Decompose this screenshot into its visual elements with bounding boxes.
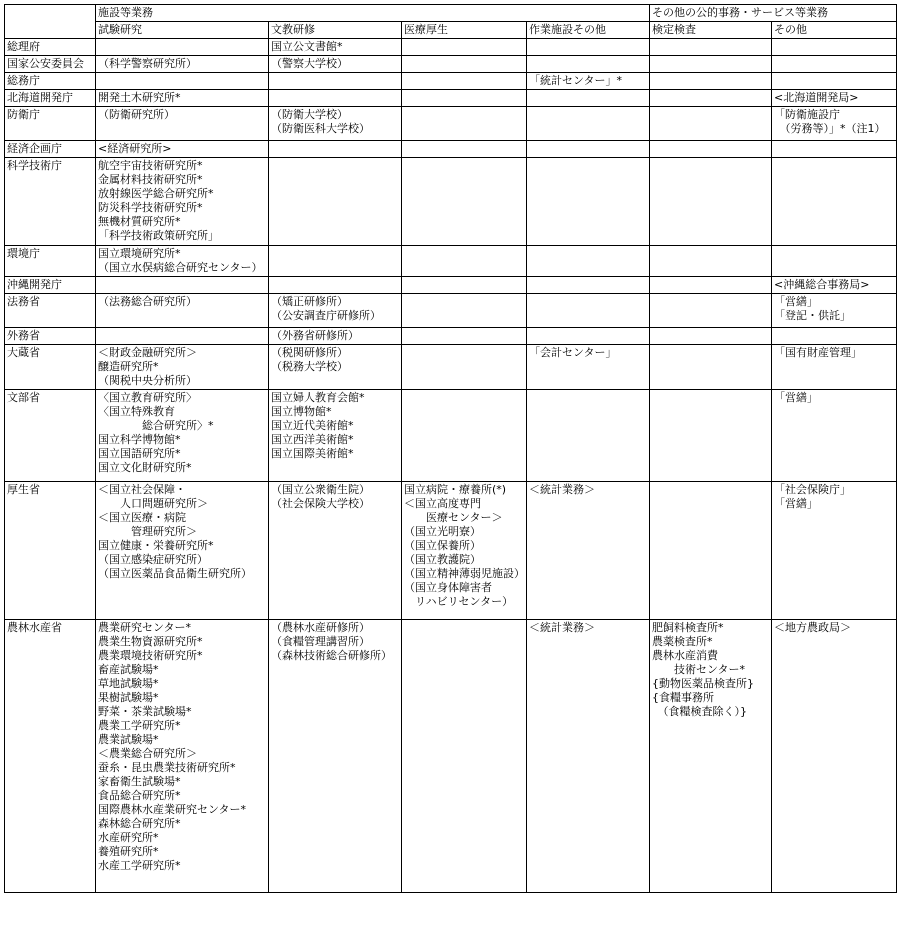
table-row [5,56,897,73]
table-cell: 国立病院・療養所(*) ＜国立高度専門 医療センター＞ （国立光明寮） （国立保養所） （国立教護院） （国立精神薄弱児施設） （国立身体障害者 リハビリセンター） [402,482,527,620]
ministry-cell: 北海道開発庁 [5,90,96,107]
table-cell [527,246,650,277]
table-cell: 国立公文書館* [269,39,402,56]
table-cell [650,56,772,73]
table-cell: 航空宇宙技術研究所* 金属材料技術研究所* 放射線医学総合研究所* 防災科学技術研究所* 無機材質研究所* 「科学技術政策研究所」 [96,158,269,246]
table-cell [96,39,269,56]
table-cell [527,141,650,158]
table-cell: （外務省研修所） [269,328,402,345]
table-cell [269,73,402,90]
table-cell: <沖縄総合事務局> [772,277,897,294]
table-cell: <経済研究所> [96,141,269,158]
table-cell [650,328,772,345]
table-cell [402,158,527,246]
table-cell [269,246,402,277]
header-group-facility: 施設等業務 [96,5,650,22]
table-cell [96,73,269,90]
table-row [5,39,897,56]
table-row [5,141,897,158]
table-row [5,620,897,893]
table-cell: 肥飼料検査所* 農薬検査所* 農林水産消費 技術センター* {動物医薬品検査所} {食糧事務所 （食糧検査除く）} [650,620,772,893]
ministry-cell: 総理府 [5,39,96,56]
table-cell: 「営繕」 [772,390,897,482]
table-row [5,482,897,620]
table-cell [402,620,527,893]
table-cell [402,328,527,345]
ministry-cell: 経済企画庁 [5,141,96,158]
table-cell [772,73,897,90]
table-cell [650,73,772,90]
table-cell [402,141,527,158]
table-cell [527,56,650,73]
table-cell [527,158,650,246]
table-row [5,246,897,277]
table-cell [527,90,650,107]
table-body [5,39,897,893]
ministry-cell: 防衛庁 [5,107,96,141]
ministry-cell: 国家公安委員会 [5,56,96,73]
table-cell [527,107,650,141]
table-cell: 「営繕」 「登記・供託」 [772,294,897,328]
table-row [5,73,897,90]
table-cell: 開発土木研究所* [96,90,269,107]
table-cell: 「国有財産管理」 [772,345,897,390]
ministry-cell: 厚生省 [5,482,96,620]
table-cell [650,294,772,328]
table-cell [402,390,527,482]
table-cell [772,158,897,246]
table-cell [650,482,772,620]
ministry-cell: 科学技術庁 [5,158,96,246]
table-cell: 国立婦人教育会館* 国立博物館* 国立近代美術館* 国立西洋美術館* 国立国際美術館* [269,390,402,482]
table-cell: 農業研究センター* 農業生物資源研究所* 農業環境技術研究所* 畜産試験場* 草地試験場* 果樹試験場* 野菜・茶業試験場* 農業工学研究所* 農業試験場* ＜農業総合研究所＞ 蚕糸・昆虫農業技術研究所* 家畜衛生試験場* 食品総合研究所* 国際農林水産業研究センター* 森林総合研究所* 水産研究所* 養殖研究所* 水産工学研究所* [96,620,269,893]
table-cell [772,141,897,158]
ministry-cell: 外務省 [5,328,96,345]
table-row [5,158,897,246]
ministry-cell: 大蔵省 [5,345,96,390]
table-cell: （農林水産研修所） （食糧管理講習所） （森林技術総合研修所） [269,620,402,893]
table-cell [269,277,402,294]
table-cell: ＜地方農政局＞ [772,620,897,893]
table-cell: 「社会保険庁」 「営繕」 [772,482,897,620]
table-cell [650,39,772,56]
table-cell [96,328,269,345]
table-cell [269,90,402,107]
table-cell [527,390,650,482]
table-cell [650,390,772,482]
table-cell [402,56,527,73]
table-cell: 「統計センター」* [527,73,650,90]
ministry-cell: 文部省 [5,390,96,482]
table-cell [269,141,402,158]
table-cell: （法務総合研究所） [96,294,269,328]
table-cell [402,73,527,90]
table-cell: ＜財政金融研究所＞ 醸造研究所* （関税中央分析所） [96,345,269,390]
table-cell [650,107,772,141]
table-row [5,277,897,294]
table-cell [772,39,897,56]
table-cell [772,246,897,277]
column-header: 検定検査 [650,22,772,39]
ministry-cell: 農林水産省 [5,620,96,893]
table-cell [527,39,650,56]
column-header: その他 [772,22,897,39]
table-cell [527,277,650,294]
table-cell [402,246,527,277]
header-row-columns [5,22,897,39]
table-row [5,107,897,141]
table-row [5,328,897,345]
table-cell [650,345,772,390]
column-header: 医療厚生 [402,22,527,39]
table-cell: （科学警察研究所） [96,56,269,73]
table-cell [96,277,269,294]
table-cell [772,56,897,73]
table-row [5,90,897,107]
table-cell: <北海道開発局> [772,90,897,107]
table-cell: （防衛研究所） [96,107,269,141]
table-cell [402,39,527,56]
ministry-cell: 総務庁 [5,73,96,90]
table-row [5,345,897,390]
table-row [5,390,897,482]
table-cell [402,107,527,141]
ministry-cell: 法務省 [5,294,96,328]
table-cell: 「会計センター」 [527,345,650,390]
column-header: 文教研修 [269,22,402,39]
table-cell [650,246,772,277]
table-cell [527,294,650,328]
organization-table [4,4,897,893]
table-cell: ＜統計業務＞ [527,620,650,893]
table-cell: （国立公衆衛生院） （社会保険大学校） [269,482,402,620]
header-blank-cell [5,5,96,39]
table-cell [772,328,897,345]
table-cell [402,294,527,328]
table-cell: 〈国立教育研究所〉 〈国立特殊教育 総合研究所〉* 国立科学博物館* 国立国語研究所* 国立文化財研究所* [96,390,269,482]
header-group-other: その他の公的事務・サービス等業務 [650,5,897,22]
table-cell: ＜国立社会保障・ 人口問題研究所＞ ＜国立医療・病院 管理研究所＞ 国立健康・栄養研究所* （国立感染症研究所） （国立医薬品食品衛生研究所） [96,482,269,620]
table-cell: ＜統計業務＞ [527,482,650,620]
column-header: 試験研究 [96,22,269,39]
table-cell: 「防衛施設庁 （労務等）」*（注1） [772,107,897,141]
table-cell: （税関研修所） （税務大学校） [269,345,402,390]
table-cell [402,345,527,390]
column-header: 作業施設その他 [527,22,650,39]
table-cell: 国立環境研究所* （国立水俣病総合研究センター） [96,246,269,277]
table-cell [402,90,527,107]
table-row [5,294,897,328]
ministry-cell: 沖縄開発庁 [5,277,96,294]
table-cell [650,90,772,107]
table-cell [269,158,402,246]
table-cell [402,277,527,294]
table-cell: （矯正研修所） （公安調査庁研修所） [269,294,402,328]
table-cell: （警察大学校） [269,56,402,73]
ministry-cell: 環境庁 [5,246,96,277]
table-cell [650,277,772,294]
header-row-groups [5,5,897,22]
table-cell [527,328,650,345]
table-cell: （防衛大学校） （防衛医科大学校） [269,107,402,141]
table-cell [650,158,772,246]
table-cell [650,141,772,158]
